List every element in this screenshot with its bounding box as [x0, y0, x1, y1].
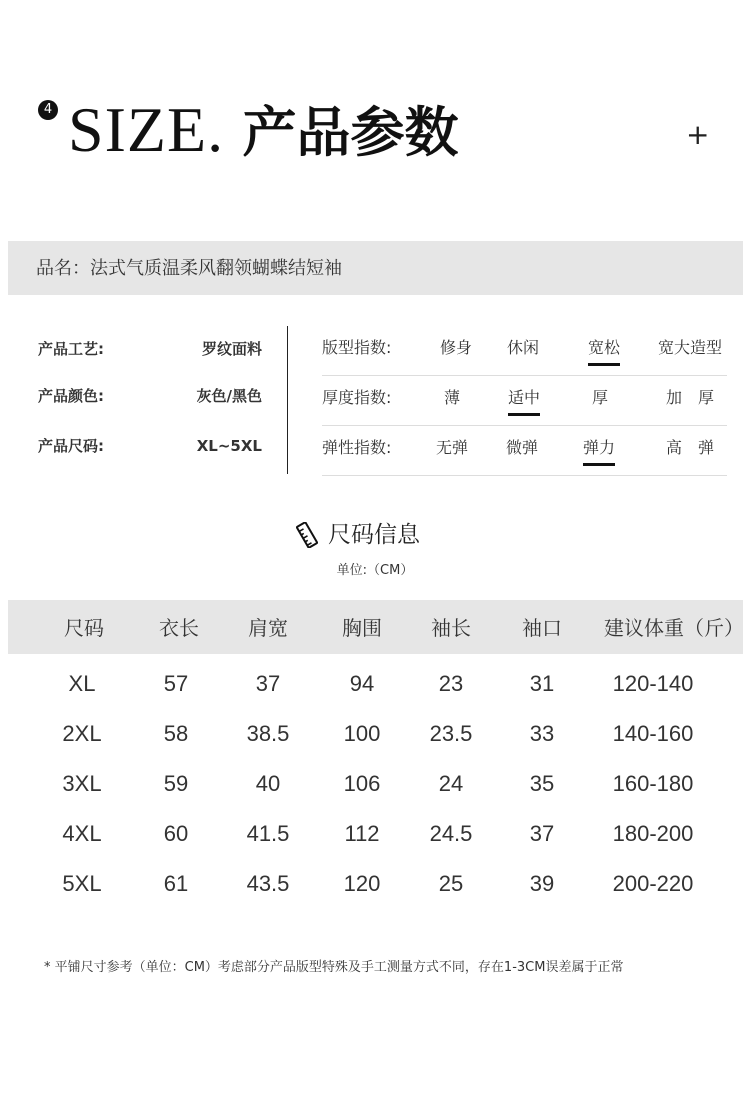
- attr-value-size: XL~5XL: [196, 437, 262, 455]
- product-name: 品名：法式气质温柔风翻领蝴蝶结短袖: [36, 258, 342, 279]
- elasticity-index-row: [322, 426, 727, 476]
- table-cell: 43.5: [246, 871, 290, 896]
- fit-option: 休闲: [506, 338, 540, 357]
- table-cell: 180-200: [612, 821, 694, 846]
- table-cell: 3XL: [62, 771, 102, 796]
- table-cell: 37: [529, 821, 555, 846]
- table-cell: 4XL: [62, 821, 102, 846]
- thickness-index-row: [322, 376, 727, 426]
- thickness-option-selected: 适中: [508, 386, 540, 410]
- table-cell: XL: [68, 671, 96, 696]
- row-divider: [322, 475, 727, 476]
- attr-value-craft: 罗纹面料: [201, 340, 262, 358]
- fit-option: 修身: [439, 338, 473, 357]
- table-cell: 106: [343, 771, 381, 796]
- table-cell: 200-220: [612, 871, 694, 896]
- table-cell: 35: [529, 771, 555, 796]
- table-cell: 57: [163, 671, 189, 696]
- column-header: 袖长: [431, 616, 471, 640]
- table-cell: 94: [349, 671, 375, 696]
- table-cell: 23: [438, 671, 464, 696]
- fit-index-label: 版型指数:: [322, 338, 392, 357]
- attr-label-size: 产品尺码:: [38, 437, 104, 455]
- fit-option: 宽大造型: [657, 338, 723, 357]
- table-cell: 120-140: [612, 671, 694, 696]
- table-cell: 2XL: [62, 721, 102, 746]
- table-cell: 25: [438, 871, 464, 896]
- attr-label-color: 产品颜色:: [38, 387, 104, 405]
- table-cell: 38.5: [246, 721, 290, 746]
- column-header: 尺码: [64, 616, 104, 640]
- table-cell: 140-160: [612, 721, 694, 746]
- column-header: 袖口: [522, 616, 562, 640]
- table-cell: 60: [163, 821, 189, 846]
- column-header: 衣长: [159, 616, 199, 640]
- elasticity-option: 无弹: [435, 438, 469, 457]
- table-cell: 33: [529, 721, 555, 746]
- table-cell: 31: [529, 671, 555, 696]
- size-info-title: 尺码信息: [328, 522, 420, 548]
- table-cell: 37: [255, 671, 281, 696]
- elasticity-index-label: 弹性指数:: [322, 438, 392, 457]
- divider-line: [287, 326, 288, 474]
- table-cell: 100: [343, 721, 381, 746]
- column-header: 建议体重（斤）: [604, 616, 744, 640]
- table-cell: 112: [344, 821, 380, 846]
- table-cell: 61: [163, 871, 189, 896]
- column-header: 胸围: [342, 616, 382, 640]
- size-table-header: [8, 600, 743, 654]
- unit-label: 单位:（CM）: [336, 563, 414, 578]
- thickness-option: 厚: [591, 388, 609, 407]
- table-cell: 23.5: [429, 721, 473, 746]
- page-title: [68, 92, 459, 170]
- title-english: SIZE.: [68, 94, 225, 165]
- measurement-footnote: * 平铺尺寸参考（单位：CM）考虑部分产品版型特殊及手工测量方式不同，存在1-3CM误差属于正常: [44, 960, 624, 975]
- table-cell: 120: [343, 871, 381, 896]
- table-cell: 59: [163, 771, 189, 796]
- table-cell: 5XL: [62, 871, 102, 896]
- table-cell: 58: [163, 721, 189, 746]
- attr-value-color: 灰色/黑色: [196, 387, 262, 405]
- column-header: 肩宽: [248, 616, 288, 640]
- table-cell: 160-180: [612, 771, 694, 796]
- table-cell: 24: [438, 771, 464, 796]
- fit-option-selected: 宽松: [588, 336, 620, 360]
- ruler-icon: [296, 522, 318, 548]
- table-cell: 41.5: [246, 821, 290, 846]
- table-cell: 39: [529, 871, 555, 896]
- plus-icon: +: [686, 118, 710, 151]
- elasticity-option: 高 弹: [665, 438, 715, 457]
- thickness-index-label: 厚度指数:: [322, 388, 392, 407]
- thickness-option: 薄: [443, 388, 461, 407]
- elasticity-option: 微弹: [505, 438, 539, 457]
- fit-index-row: [322, 326, 727, 376]
- elasticity-option-selected: 弹力: [583, 436, 615, 460]
- product-name-bar: [8, 241, 743, 295]
- table-cell: 24.5: [429, 821, 473, 846]
- attr-label-craft: 产品工艺:: [38, 340, 104, 358]
- title-chinese: 产品参数: [242, 100, 459, 164]
- thickness-option: 加 厚: [665, 388, 715, 407]
- table-cell: 40: [255, 771, 281, 796]
- step-number-badge: 4: [38, 100, 58, 120]
